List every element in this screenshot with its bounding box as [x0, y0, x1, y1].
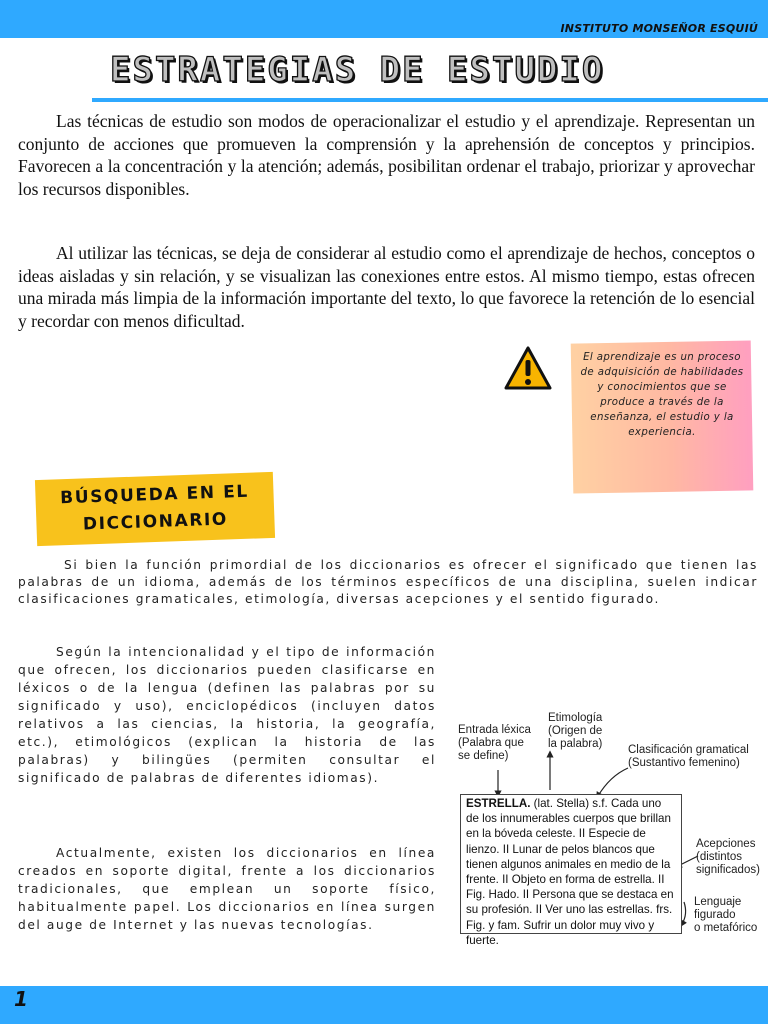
label-line: se define)	[458, 750, 509, 762]
warning-icon	[503, 345, 553, 391]
label-line: (distintos	[696, 851, 743, 863]
page-title: ESTRATEGIAS DE ESTUDIO	[110, 50, 605, 90]
section-title	[35, 478, 275, 540]
dictionary-entry-text	[466, 796, 676, 948]
arrow-lenguaje	[682, 902, 686, 924]
label-line: Etimología	[548, 712, 603, 724]
label-line: Lenguaje	[694, 896, 742, 908]
section-paragraph-2: Según la intencionalidad y el tipo de información que ofrecen, los diccionarios pueden clasificarse en léxicos o de la lengua (definen las palabras por su significado y uso), enciclopédicos (incluyen datos relativos a las ciencias, la historia, la geografía, etc.), etimológicos (explican la historia de las palabras) y bilingües (permiten consultar el significado de palabras de diferentes idiomas).	[18, 645, 436, 785]
label-line: la palabra)	[548, 738, 603, 750]
page-number: 1	[14, 987, 28, 1011]
note-text: El aprendizaje es un proceso de adquisición de habilidades y conocimientos que se produce a través de la enseñanza, el estudio y la experiencia.	[580, 352, 744, 438]
label-line: (Palabra que	[458, 737, 524, 749]
footer-bar	[0, 986, 768, 1024]
institute-name: INSTITUTO MONSEÑOR ESQUIÚ	[560, 22, 758, 35]
title-underline	[92, 98, 768, 102]
arrow-clasificacion	[598, 768, 628, 796]
dictionary-headword: ESTRELLA.	[466, 797, 531, 810]
intro-paragraph-1: Las técnicas de estudio son modos de operacionalizar el estudio y el aprendizaje. Representan un conjunto de acciones que promueven la comprensión y la aprehensión de conceptos y principios. Favorecen a la concentración y la atención; además, posibilitan ordenar el trabajo, priorizar y aprovechar los recursos disponibles.	[18, 111, 755, 199]
label-line: Acepciones	[696, 838, 756, 850]
dictionary-entry-figure	[452, 706, 764, 946]
label-line: o metafórico	[694, 922, 758, 934]
section-title-line-2: DICCIONARIO	[82, 509, 229, 535]
label-line: figurado	[694, 909, 736, 921]
label-line: Entrada léxica	[458, 724, 531, 736]
label-line: (Origen de	[548, 725, 603, 737]
intro-paragraph-2: Al utilizar las técnicas, se deja de considerar al estudio como el aprendizaje de hechos, conceptos o ideas aisladas y sin relación, y se visualizan las conexiones entre estos. Al mismo tiempo, estas ofrecen una mirada más limpia de la información importante del texto, lo que favorece la retención de lo esencial y recordar con menos dificultad.	[18, 243, 755, 331]
section-paragraph-1: Si bien la función primordial de los diccionarios es ofrecer el significado que tienen las palabras de un idioma, además de los términos específicos de una disciplina, suelen indicar clasificaciones gramaticales, etimología, diversas acepciones y el sentido figurado.	[18, 558, 758, 606]
section-title-line-1: BÚSQUEDA EN EL	[59, 481, 250, 509]
label-line: (Sustantivo femenino)	[628, 757, 740, 769]
dictionary-definition: (lat. Stella) s.f. Cada uno de los innumerables cuerpos que brillan en la bóveda celeste. II Especie de lienzo. II Lunar de pelos blancos que tienen algunos animales en medio de la frente. II Objeto en forma de estrella. II Fig. Hado. II Persona que se destaca en su profesión. II Ver uno las estrellas. frs. Fig. y fam. Sufrir un dolor muy vivo y fuerte.	[466, 797, 674, 947]
section-paragraph-3: Actualmente, existen los diccionarios en línea creados en soporte digital, frente a los diccionarios tradicionales, que emplean un soporte físico, habitualmente papel. Los diccionarios en línea surgen del auge de Internet y las nuevas tecnologías.	[18, 846, 436, 932]
label-line: significados)	[696, 864, 760, 876]
label-line: Clasificación gramatical	[628, 744, 749, 756]
